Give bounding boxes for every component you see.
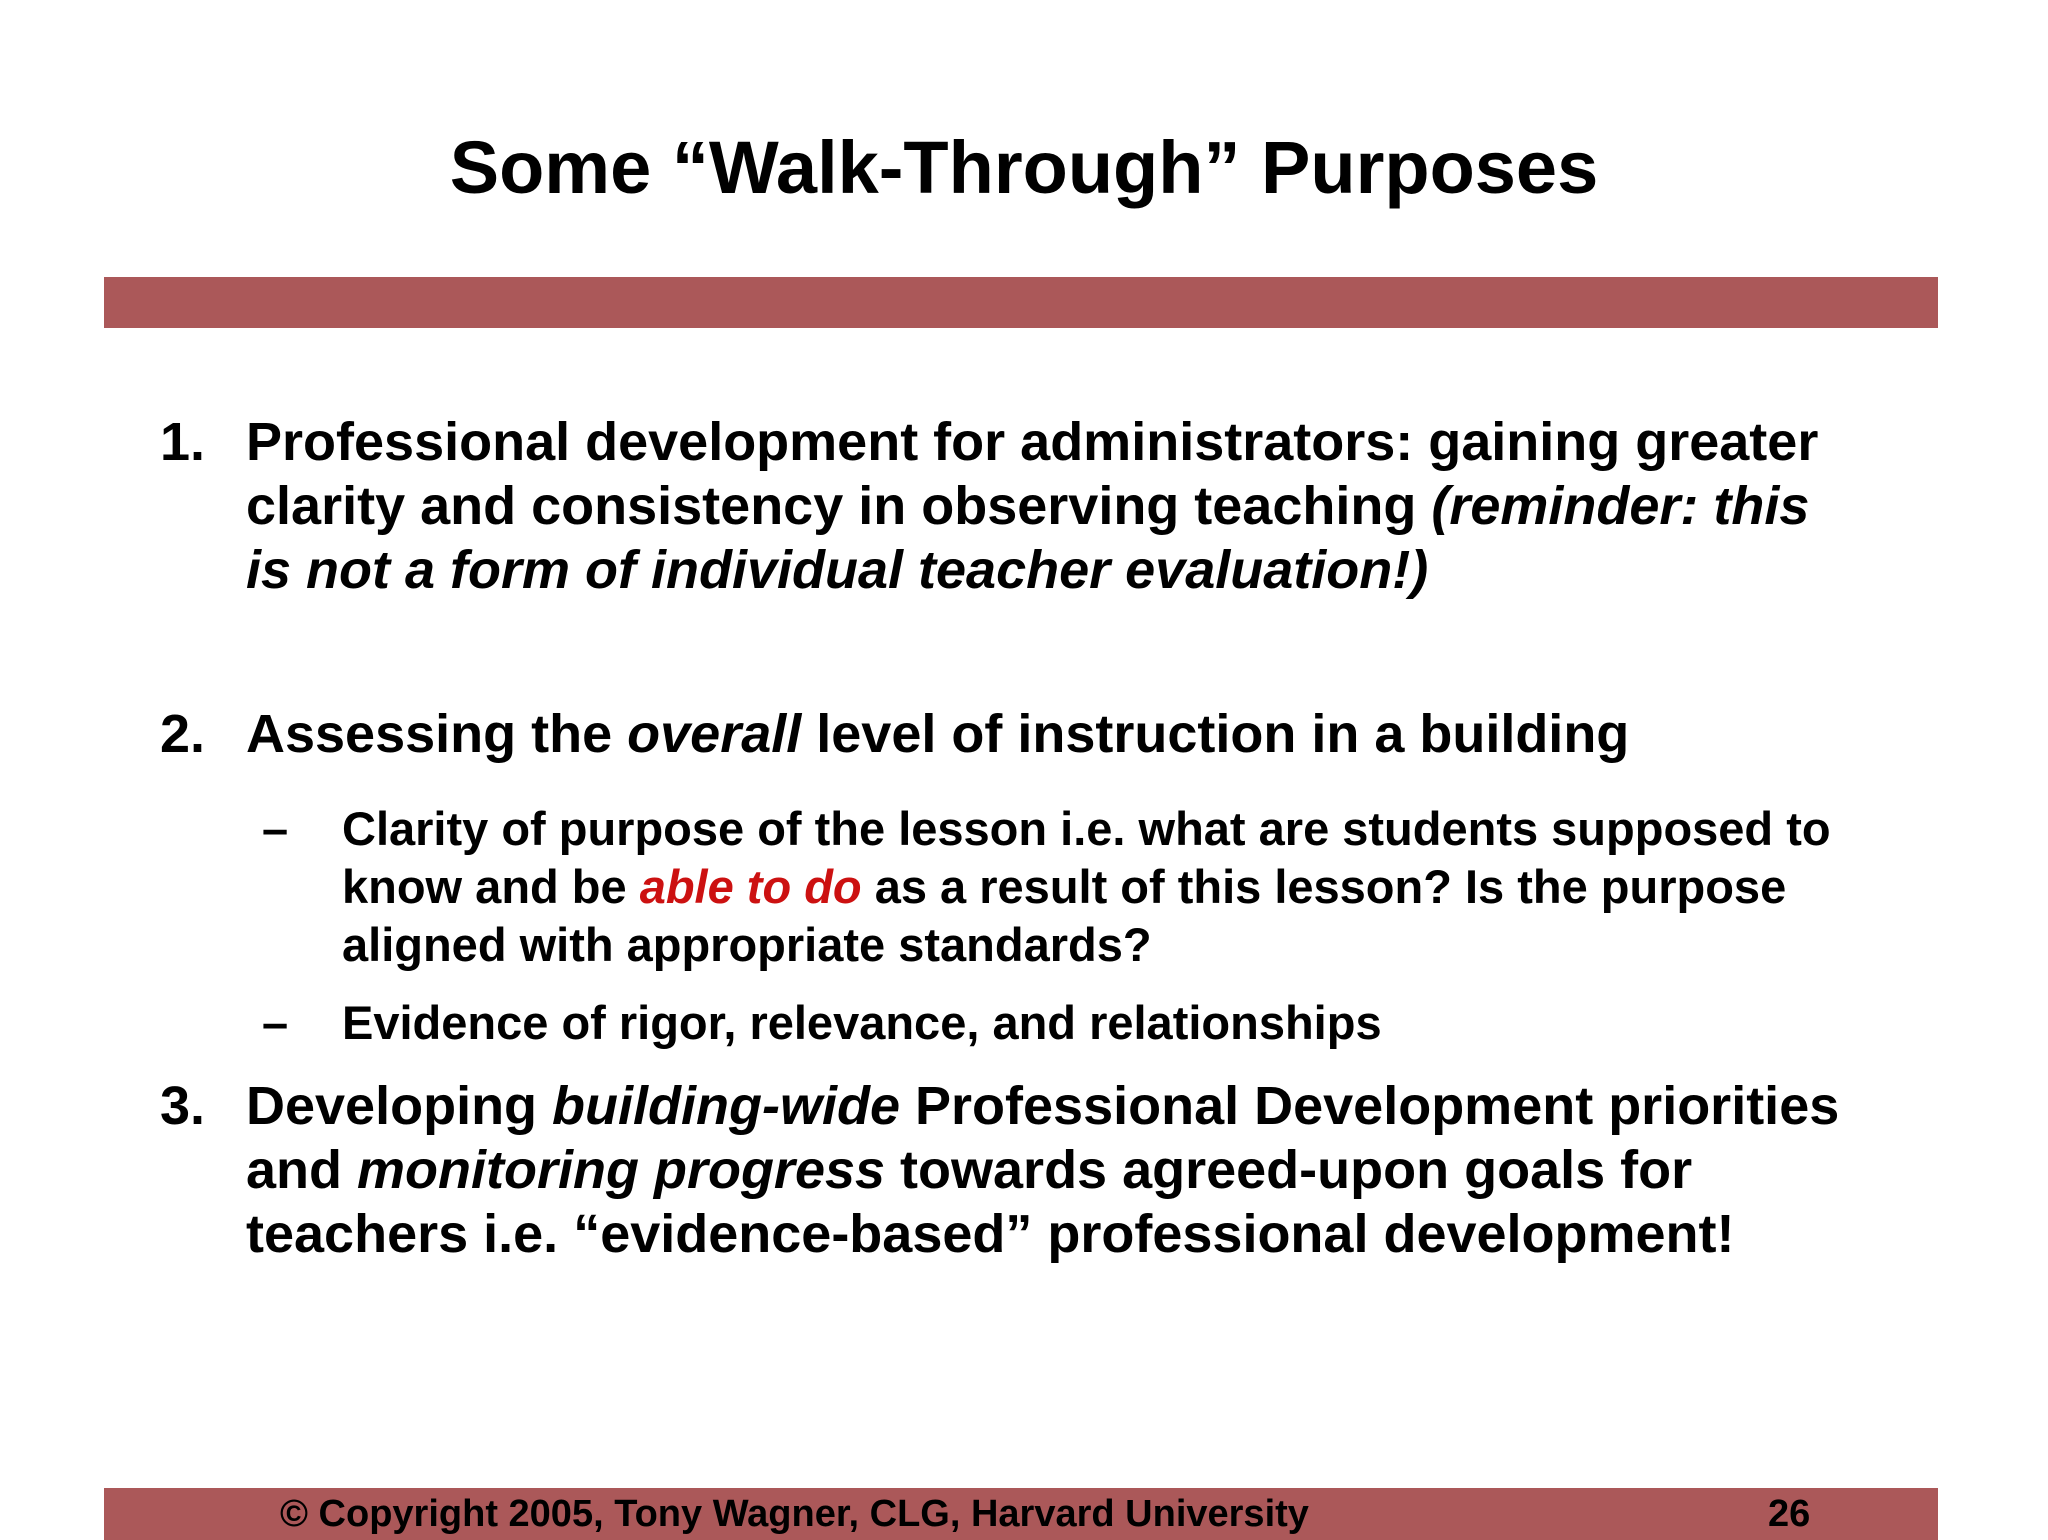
list-item-text: Professional development for administrators: gaining greater clarity and consistency in observing teaching (reminder: this is not a form of individual teacher evaluation!) — [246, 412, 1819, 600]
list-item-text: Assessing the overall level of instruction in a building — [246, 704, 1630, 764]
footer-copyright: © Copyright 2005, Tony Wagner, CLG, Harvard University — [280, 1493, 1309, 1535]
page-number: 26 — [1768, 1493, 1811, 1535]
emphasis-building-wide: building-wide — [552, 1076, 900, 1136]
sub-bullet-dash: – — [262, 996, 289, 1049]
list-item-text: Developing building-wide Professional Development priorities and monitoring progress towards agreed-upon goals for teachers i.e. “evidence-based” professional development! — [246, 1076, 1840, 1264]
sub-bullet-dash: – — [262, 802, 289, 855]
sub-item-text: Evidence of rigor, relevance, and relationships — [342, 996, 1382, 1049]
list-number: 3. — [160, 1076, 206, 1136]
list-number: 1. — [160, 412, 206, 472]
slide-title: Some “Walk-Through” Purposes — [449, 126, 1599, 209]
emphasis-monitoring-progress: monitoring progress — [357, 1140, 886, 1200]
list-number: 2. — [160, 704, 206, 764]
reminder-note: (reminder: this is not a form of individual teacher evaluation!) — [246, 476, 1810, 600]
sub-item-text: Clarity of purpose of the lesson i.e. what are students supposed to know and be able to do as a result of this lesson? Is the purpose aligned with appropriate standards? — [342, 802, 1831, 971]
highlight-able-to-do: able to do — [639, 860, 862, 913]
header-divider-bar — [104, 277, 1938, 328]
emphasis-overall: overall — [627, 704, 802, 764]
